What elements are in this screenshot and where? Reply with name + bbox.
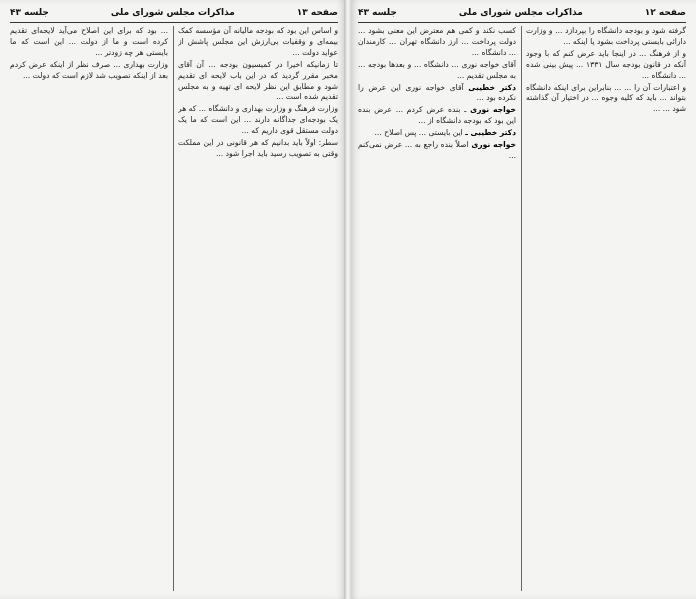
left-header-rule [10,22,338,23]
speech-text: ـ بنده عرض کردم ... عرض بنده این بود که بودجه دانشگاه از ... [358,105,516,126]
speech-text: این بایستی ... پس اصلاح ... [374,128,463,138]
left-page-left-column [10,26,168,593]
paragraph: آقای خواجه نوری ... دانشگاه ... و بعدها بودجه ... به مجلس تقدیم ... [358,59,516,80]
left-session-number: جلسه ۴۳ [10,8,49,18]
left-page-title: مذاکرات مجلس شورای ملی [110,8,235,18]
right-header-rule [358,22,686,23]
paragraph: و اعتبارات آن را ... ... بنابراین برای اینکه دانشگاه بتواند ... باید که کلیه وجوه ... در اختیار آن گذاشته شود ... ... [526,82,686,114]
left-page-header [10,6,338,20]
speech-text: آقای خواجه نوری این عرض را نکرده بود ... [358,82,516,103]
paragraph: کسب نکند و کمی هم معترض این معنی بشود ... دولت پرداخت ... ارز دانشگاه تهران ... کارمندان ... دانشگاه ... [358,26,516,57]
speaker-turn [358,128,516,139]
speaker-name: خواجه نوری [470,105,516,115]
speaker-name: دکتر خطیبی [468,82,516,92]
paragraph: سطر: اولاً باید بدانیم که هر قانونی در این مملکت وقتی به تصویب رسید باید اجرا شود ... [178,138,338,158]
right-page-header [358,6,686,20]
speaker-turn [358,140,516,162]
right-page-number: صفحه ۱۲ [644,8,686,18]
paragraph: وزارت بهداری ... صرف نظر از اینکه عرض کردم بعد از اینکه تصویب شد لازم است که دولت ... [10,59,168,80]
speaker-name: دکتر خطیبی ـ [465,128,516,138]
left-column-divider [173,26,174,591]
paragraph: گرفته شود و بودجه دانشگاه را بپردازد ... و وزارت دارائی بایستی پرداخت بشود یا اینکه ... [526,26,686,46]
speech-text: اصلاً بنده راجع به ... عرض نمی‌کنم ... [358,140,516,160]
left-page-right-column [178,26,338,593]
right-page [348,0,696,599]
right-page-left-column [358,26,516,593]
right-session-number: جلسه ۴۳ [358,8,397,18]
speaker-name: خواجه نوری [471,140,516,150]
paragraph: و از فرهنگ ... در اینجا باید عرض کنم که با وجود آنکه در قانون بودجه سال ۱۳۳۱ ... پیش بینی شده ... دانشگاه ... [526,48,686,80]
paragraph: تا زمانیکه اخیرا در کمیسیون بودجه ... آن آقای مخبر مقرر گردید که در این باب لایحه ای تقدیم شود و مطابق این نظر لایحه ای تهیه و به مجلس تقدیم شده است ... [178,59,338,102]
right-page-title: مذاکرات مجلس شورای ملی [458,8,583,18]
speaker-turn [358,83,516,105]
book-gutter [344,0,352,599]
right-column-divider [521,26,522,591]
speaker-turn [358,105,516,127]
paragraph: وزارت فرهنگ و وزارت بهداری و دانشگاه ... که هر یک بودجه‌ای جداگانه دارند ... این است که ما یک دولت مستقل قوی داریم که ... [178,104,338,136]
right-page-right-column [526,26,686,593]
left-page-number: صفحه ۱۳ [296,8,338,18]
paragraph: ... بود که برای این اصلاح می‌آید لایحه‌ای تقدیم کرده است و ما از دولت ... این است که ما بایستی هر چه زودتر ... [10,26,168,57]
paragraph: و اساس این بود که بودجه مالیانه آن مؤسسه کمک بیمه‌ای و وقفیات بی‌ارزش این مجلس پاشش از عواید دولت ... [178,26,338,57]
